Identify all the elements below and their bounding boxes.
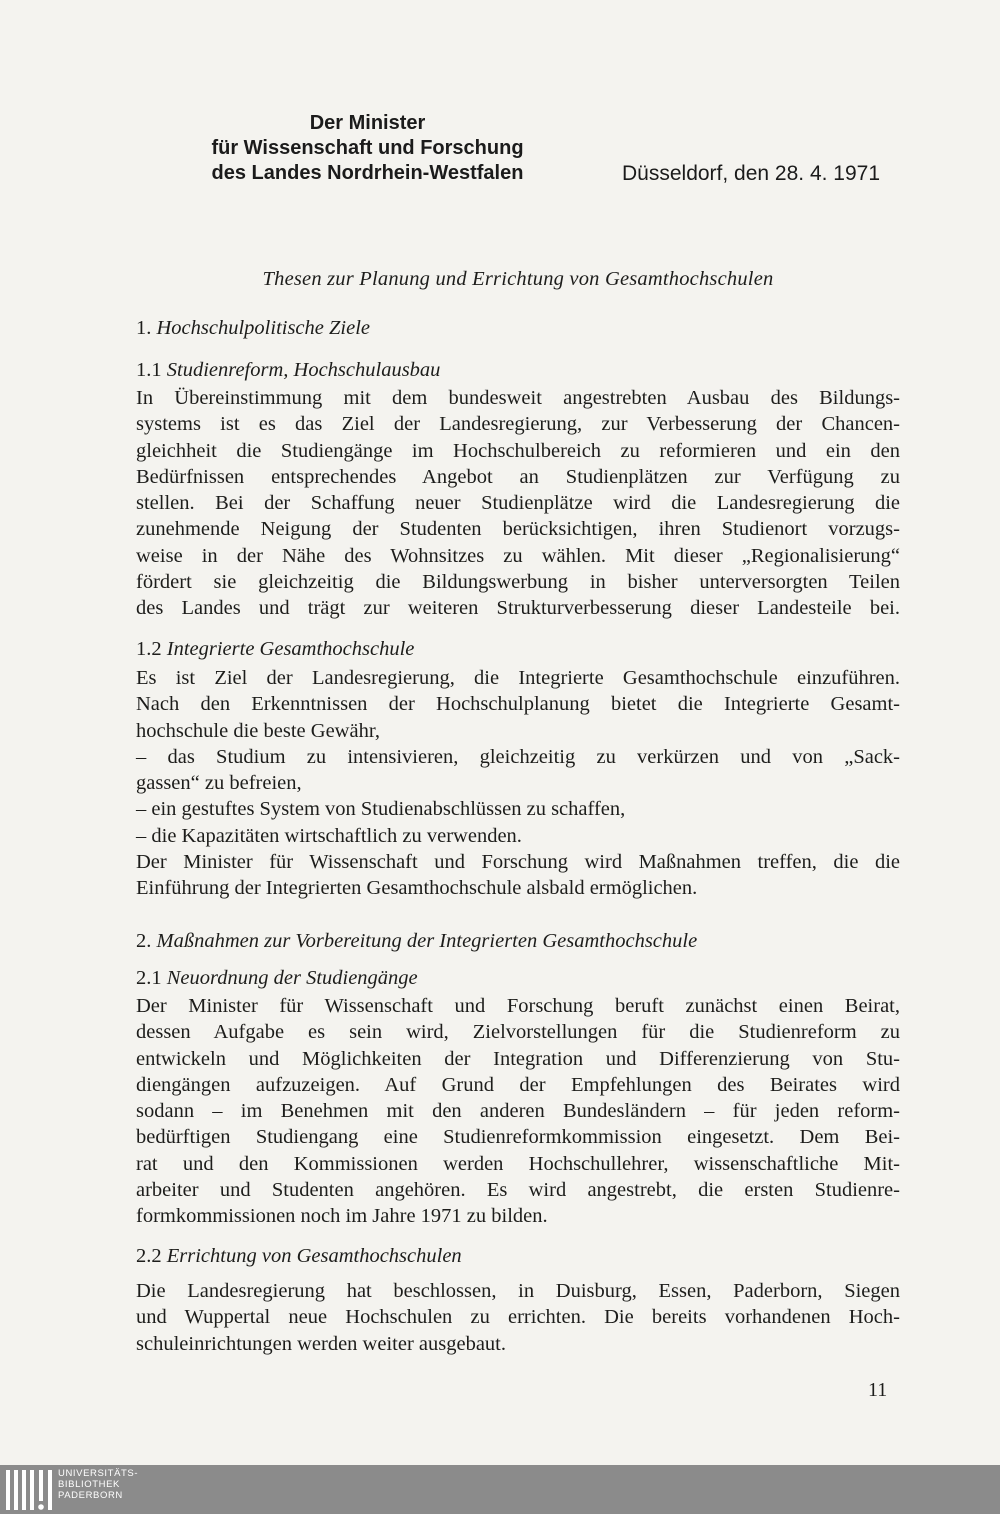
text-line: bedürftigen Studiengang eine Studienreformkommission eingesetzt. Dem Bei- [136,1126,900,1149]
text-line: Der Minister für Wissenschaft und Forschung wird Maßnahmen treffen, die die [136,851,900,874]
sender-line-2: für Wissenschaft und Forschung [211,137,524,159]
text-line: In Übereinstimmung mit dem bundesweit angestrebten Ausbau des Bildungs- [136,387,900,409]
text-line: Einführung der Integrierten Gesamthochschule alsbald ermöglichen. [136,877,698,900]
library-footer-bar [0,1465,1000,1514]
section-1-1-heading [136,357,440,383]
section-number: 2. [136,930,152,952]
text-line: gassen“ zu befreien, [136,772,302,795]
section-1-2-body [136,665,900,902]
section-1-2-heading [136,636,414,662]
section-2-2-body [136,1278,900,1357]
text-line: fördert sie gleichzeitig die Bildungswerbung in bisher unterversorgten Teilen [136,571,900,594]
letter-date: Düsseldorf, den 28. 4. 1971 [622,162,881,185]
list-item: – ein gestuftes System von Studienabschlüssen zu schaffen, [136,798,626,821]
text-line: Bedürfnissen entsprechendes Angebot an Studienplätzen zur Verfügung zu [136,465,900,488]
section-number: 2.1 [136,967,162,989]
section-title: Neuordnung der Studiengänge [166,967,418,989]
section-number: 1. [136,317,152,339]
text-line: Der Minister für Wissenschaft und Forschung beruft zunächst einen Beirat, [136,995,900,1017]
text-line: formkommissionen noch im Jahre 1971 zu bilden. [136,1205,548,1228]
text-line: des Landes und trägt zur weiteren Strukturverbesserung dieser Landesteile bei. [136,597,900,620]
text-line: weise in der Nähe des Wohnsitzes zu wählen. Mit dieser „Regionalisierung“ [136,544,900,567]
page-number: 11 [868,1379,888,1401]
section-2-heading [136,928,697,954]
section-title: Errichtung von Gesamthochschulen [166,1245,462,1267]
section-title: Maßnahmen zur Vorbereitung der Integrierten Gesamthochschule [156,930,698,952]
text-line: systems ist es das Ziel der Landesregierung, zur Verbesserung der Chancen- [136,413,900,436]
text-line: entwickeln und Möglichkeiten der Integration und Differenzierung von Stu- [136,1047,900,1070]
text-line: hochschule die beste Gewähr, [136,719,380,742]
sender-line-3: des Landes Nordrhein-Westfalen [211,162,524,184]
text-line: gleichheit die Studiengänge im Hochschulbereich zu reformieren und ein den [136,439,900,462]
section-number: 1.1 [136,359,162,381]
section-2-1-body [136,993,900,1230]
text-line: Die Landesregierung hat beschlossen, in Duisburg, Essen, Paderborn, Siegen [136,1280,900,1302]
sender-block [180,111,555,186]
section-1-heading [136,315,370,341]
sender-line-1: Der Minister [309,112,426,134]
list-item: – die Kapazitäten wirtschaftlich zu verwenden. [136,824,522,847]
library-name-line: PADERBORN [58,1490,123,1501]
section-title: Hochschulpolitische Ziele [156,317,370,339]
section-title: Studienreform, Hochschulausbau [166,359,441,381]
text-line: dessen Aufgabe es sein wird, Zielvorstellungen für die Studienreform zu [136,1021,900,1044]
text-line: sodann – im Benehmen mit den anderen Bundesländern – für jeden reform- [136,1100,900,1123]
text-line: schuleinrichtungen werden weiter ausgebaut. [136,1332,507,1355]
section-2-1-heading [136,965,418,991]
document-title: Thesen zur Planung und Errichtung von Gesamthochschulen [262,268,774,290]
text-line: Nach den Erkenntnissen der Hochschulplanung bietet die Integrierte Gesamt- [136,693,900,716]
library-name-line: BIBLIOTHEK [58,1479,120,1490]
section-number: 1.2 [136,638,162,660]
section-number: 2.2 [136,1245,162,1267]
list-item: – das Studium zu intensivieren, gleichzeitig zu verkürzen und von „Sack- [136,745,900,768]
library-name [58,1468,138,1501]
text-line: rat und den Kommissionen werden Hochschullehrer, wissenschaftliche Mit- [136,1152,900,1175]
text-line: diengängen aufzuzeigen. Auf Grund der Empfehlungen des Beirates wird [136,1073,900,1096]
text-line: arbeiter und Studenten angehören. Es wird angestrebt, die ersten Studienre- [136,1179,900,1202]
section-title: Integrierte Gesamthochschule [166,638,415,660]
text-line: zunehmende Neigung der Studenten berücksichtigen, ihren Studienort vorzugs- [136,518,900,541]
library-name-line: UNIVERSITÄTS- [58,1468,139,1479]
section-2-2-heading [136,1243,462,1269]
text-line: und Wuppertal neue Hochschulen zu errichten. Die bereits vorhandenen Hoch- [136,1306,900,1329]
university-library-logo-icon [6,1465,56,1514]
section-1-1-body [136,385,900,622]
text-line: Es ist Ziel der Landesregierung, die Integrierte Gesamthochschule einzuführen. [136,667,900,689]
text-line: stellen. Bei der Schaffung neuer Studienplätze wird die Landesregierung die [136,492,900,515]
